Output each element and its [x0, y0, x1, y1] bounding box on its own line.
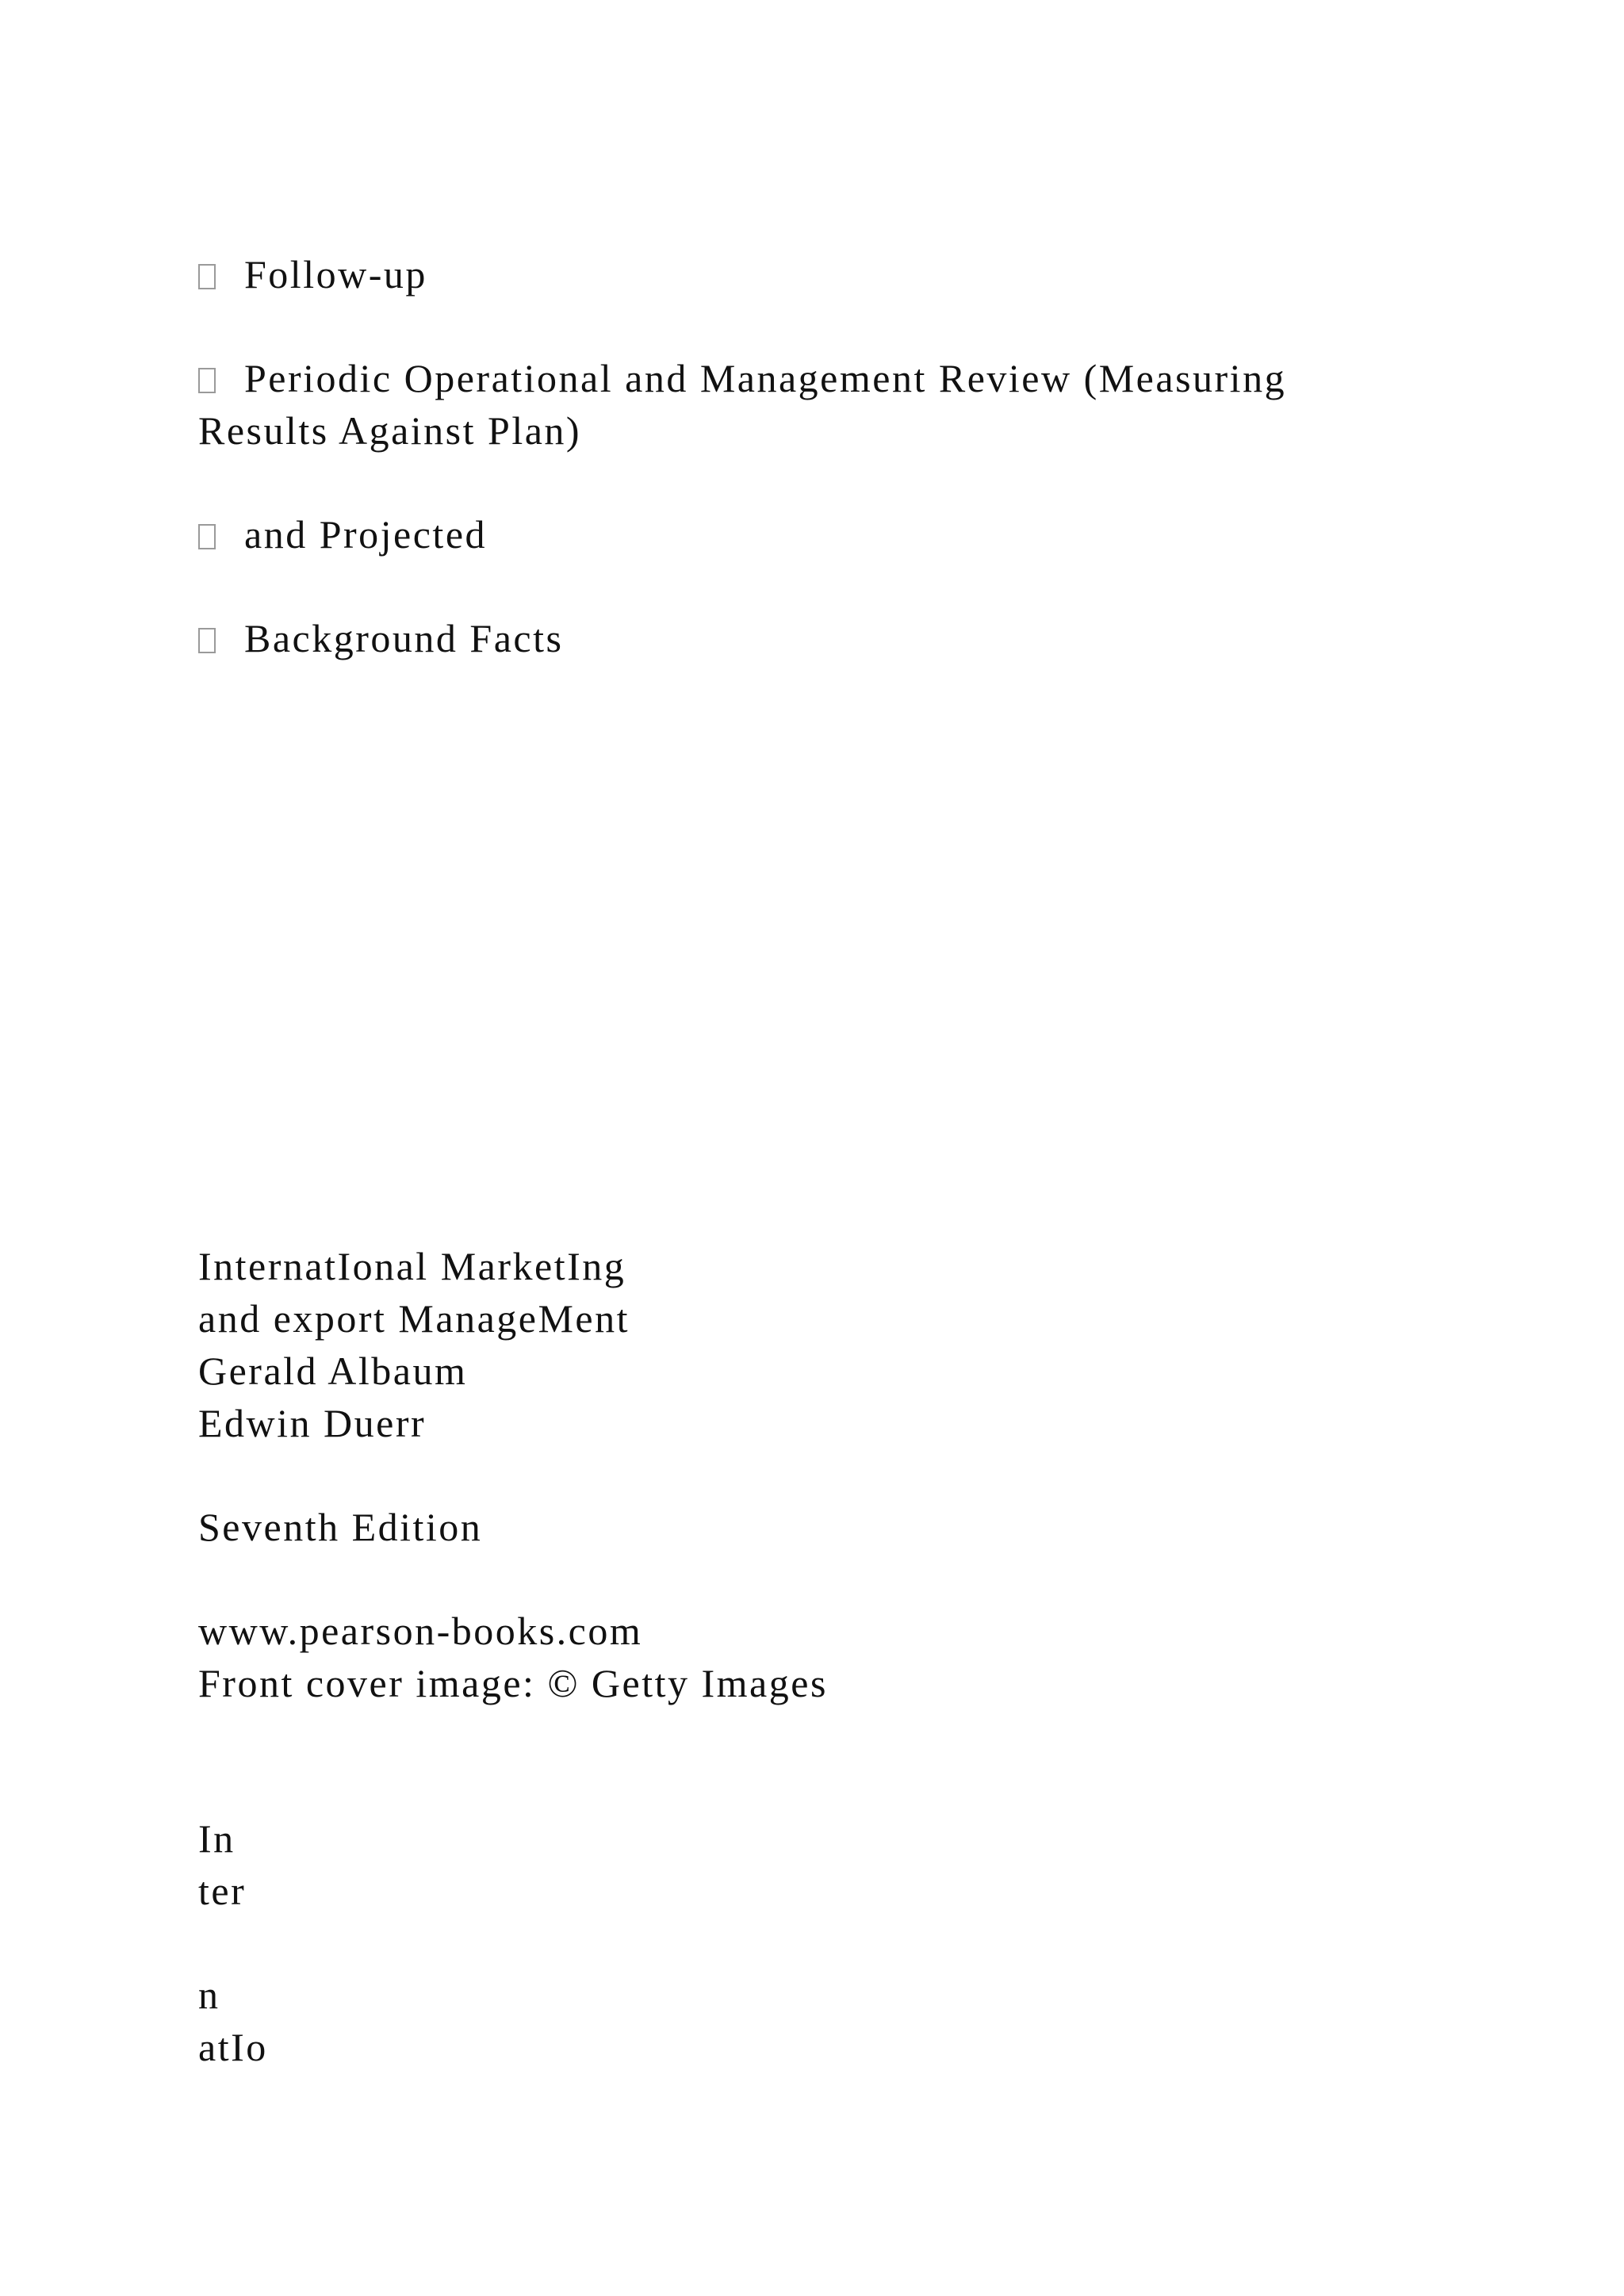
missing-glyph-icon	[198, 352, 219, 404]
cover-title-line-1: InternatIonal MarketIng	[198, 1244, 626, 1288]
spine-fragment: ter	[198, 1869, 247, 1913]
bullet-text: and Projected	[244, 512, 488, 557]
bullet-text: Periodic Operational and Management Review (Measuring	[244, 356, 1287, 400]
cover-website: www.pearson-books.com	[198, 1609, 643, 1653]
spine-fragment: atIo	[198, 2025, 268, 2069]
missing-glyph-icon	[198, 612, 219, 664]
bullet-item-projected	[198, 508, 487, 561]
missing-glyph-icon	[198, 248, 219, 300]
bullet-item-background	[198, 612, 563, 664]
bullet-item-followup	[198, 248, 427, 300]
cover-author-2: Edwin Duerr	[198, 1401, 427, 1445]
spine-fragment: n	[198, 1973, 220, 2017]
bullet-item-periodic-review	[198, 352, 1286, 404]
cover-author-1: Gerald Albaum	[198, 1349, 468, 1393]
cover-edition: Seventh Edition	[198, 1505, 483, 1549]
spine-fragment: In	[198, 1816, 236, 1861]
cover-title-line-2: and export ManageMent	[198, 1296, 630, 1341]
bullet-text: Follow-up	[244, 252, 427, 297]
cover-image-credit: Front cover image: © Getty Images	[198, 1661, 828, 1705]
missing-glyph-icon	[198, 508, 219, 561]
bullet-continuation: Results Against Plan)	[198, 408, 582, 453]
bullet-text: Background Facts	[244, 616, 564, 660]
